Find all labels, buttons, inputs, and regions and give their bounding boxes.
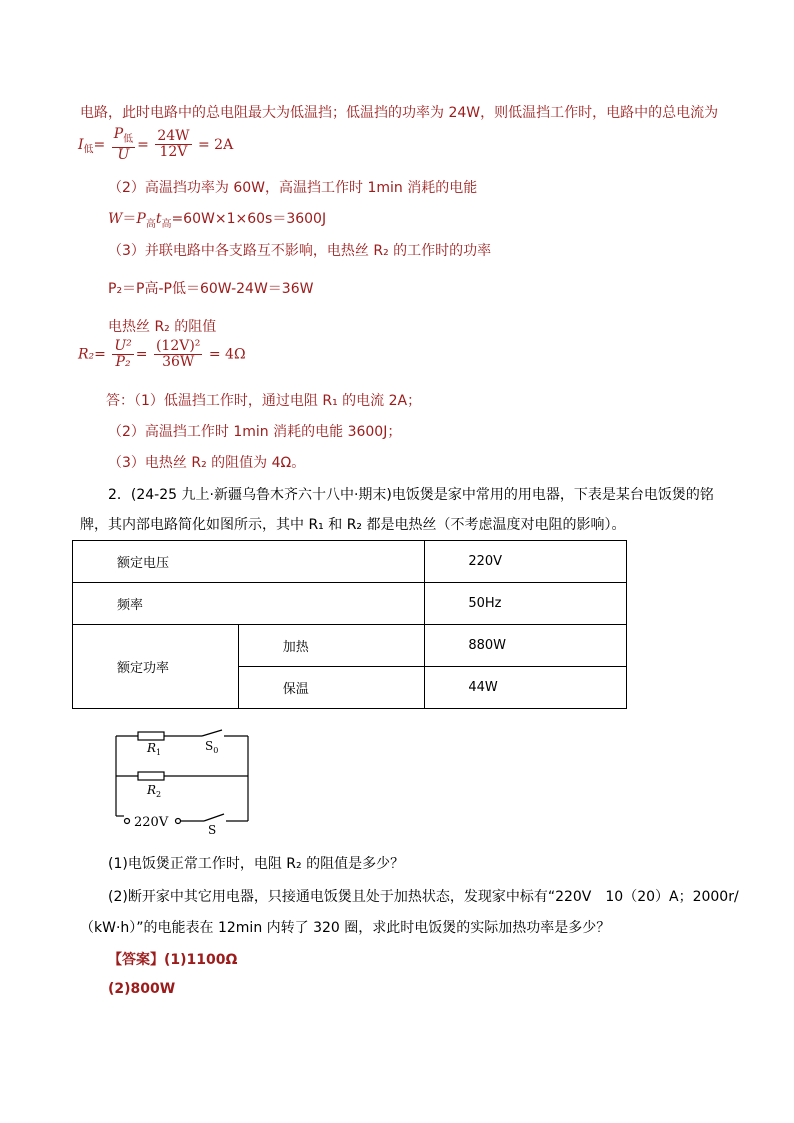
eq1-lhs: I [78, 136, 84, 153]
fraction-12v2-over-36w [154, 339, 202, 370]
solution-part-3: （3）并联电路中各支路互不影响，电热丝 R₂ 的工作时的功率 [108, 243, 492, 259]
circuit-diagram [110, 728, 255, 836]
rating-table [72, 540, 627, 709]
eq4-result: = 4Ω [208, 346, 246, 363]
eq4-den2: 36W [162, 354, 195, 370]
eq2-t-sub: 高 [161, 218, 172, 230]
eq4-den1: P₂ [115, 354, 131, 370]
terminal-right [176, 819, 181, 824]
question-2-line-2: 牌，其内部电路简化如图所示，其中 R₁ 和 R₂ 都是电热丝（不考虑温度对电阻的影响）。 [80, 517, 626, 533]
label-r1: $R_1$ [147, 741, 162, 757]
equation-r2: R₂= $\frac{\text{U²}}{\text{P₂}}$ = $\frac{\text{(12V)²}}{36W}$ = 4Ω [78, 338, 246, 370]
switch-s0-blade [202, 730, 222, 736]
table-cell-value: 880W [425, 625, 627, 667]
table-row [73, 583, 627, 625]
answer-block-1 [108, 949, 237, 969]
eq2-p-sub: 高 [145, 218, 156, 230]
answer-line-2: （2）高温挡工作时 1min 消耗的电能 3600J； [108, 424, 402, 440]
eq4-num1: U² [114, 338, 132, 354]
answer-line-3: （3）电热丝 R₂ 的阻值为 4Ω。 [108, 455, 306, 471]
eq4-num2: (12V)² [155, 338, 201, 354]
fraction-u2-over-p2 [112, 339, 133, 370]
solution-r2-resistance-label: 电热丝 R₂ 的阻值 [108, 319, 217, 335]
eq1-num1-sub: 低 [123, 133, 134, 145]
fraction-24w-over-12v [155, 129, 191, 160]
eq1-den1: U [117, 146, 130, 163]
solution-part-2: （2）高温挡功率为 60W，高温挡工作时 1min 消耗的电能 [108, 180, 478, 196]
equation-current: $I_低=$ $\frac{P_低}{U}$ = $\frac{24W}{12V}$ = 2A [78, 126, 234, 163]
answer-line-1: 答：（1）低温挡工作时，通过电阻 R₁ 的电流 2A； [106, 393, 422, 409]
table-cell-mode: 保温 [238, 667, 425, 709]
fraction-p-over-u [112, 127, 135, 163]
subquestion-1: (1)电饭煲正常工作时，电阻 R₂ 的阻值是多少？ [108, 856, 405, 872]
eq4-lhs: R₂ [78, 346, 95, 363]
eq1-result: = 2A [198, 136, 234, 153]
table-cell-value: 50Hz [425, 583, 627, 625]
eq2-rest: =60W×1×60s＝3600J [171, 211, 327, 227]
subquestion-2-line-1: (2)断开家中其它用电器，只接通电饭煲且处于加热状态，发现家中标有“220V 10（20）A；2000r/ [108, 889, 739, 905]
label-voltage: 220V [134, 815, 169, 830]
eq1-num1: P [113, 126, 124, 142]
switch-s-blade [204, 814, 224, 821]
table-cell-power-label: 额定功率 [73, 625, 239, 709]
eq2-t: t [155, 211, 162, 227]
question-2-line-1: 2．(24-25 九上·新疆乌鲁木齐六十八中·期末)电饭煲是家中常用的用电器，下表是某台电饭煲的铭 [108, 487, 714, 503]
resistor-r1 [138, 732, 164, 740]
terminal-left [125, 819, 130, 824]
equation-power-r2: P₂＝P高-P低＝60W-24W＝36W [108, 281, 314, 297]
answer-2: (2)800W [108, 981, 176, 997]
table-cell-label: 额定电压 [73, 541, 425, 583]
equation-energy: $W=P_高t_高=60W\times 1\times 60s=3600J$ [108, 211, 327, 230]
solution-line-1: 电路，此时电路中的总电阻最大为低温挡；低温挡的功率为 24W，则低温挡工作时，电路中的总电流为 [80, 105, 719, 121]
eq2-w: W [108, 211, 123, 227]
eq1-den2: 12V [159, 144, 188, 161]
label-r2: $R_2$ [147, 783, 162, 799]
table-cell-mode: 加热 [238, 625, 425, 667]
table-cell-label: 频率 [73, 583, 425, 625]
table-row [73, 541, 627, 583]
subquestion-2-line-2: （kW·h）”的电能表在 12min 内转了 320 圈，求此时电饭煲的实际加热功率是多少？ [80, 920, 611, 936]
eq1-num2: 24W [157, 128, 190, 145]
table-row [73, 625, 627, 667]
answer-tag: 【答案】 [108, 952, 164, 968]
eq1-lhs-sub: 低 [83, 144, 94, 156]
resistor-r2 [138, 772, 164, 780]
table-cell-value: 44W [425, 667, 627, 709]
answer-1: (1)1100Ω [164, 952, 238, 968]
label-s: S [208, 823, 217, 836]
table-cell-value: 220V [425, 541, 627, 583]
label-s0: $S_0$ [205, 739, 219, 755]
eq2-p: P [136, 211, 146, 227]
